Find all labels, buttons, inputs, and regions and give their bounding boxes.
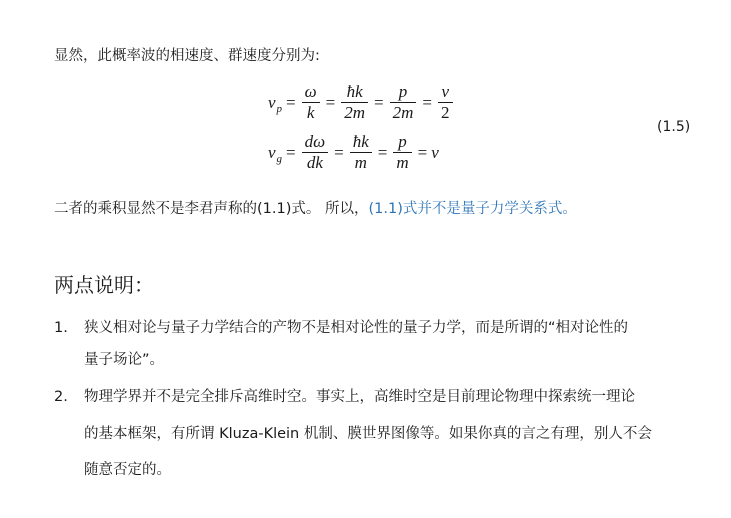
conclusion-text: 二者的乘积显然不是李君声称的(1.1)式。 所以， (54, 201, 369, 217)
eq2-equals-2: = (334, 142, 344, 162)
eq2-equals-3: = (377, 142, 388, 162)
eq1-equals-2: = (325, 92, 336, 112)
eq1-equals-1: = (286, 92, 296, 112)
group-velocity-equation (268, 132, 439, 173)
eq2-equals-4: = (417, 142, 428, 162)
eq2-frac-3: $\frac{p}{m}$ (393, 132, 411, 173)
equation-number: (1.5) (657, 119, 691, 135)
eq1-frac-1: $\frac{\omega}{k}$ (302, 82, 320, 123)
eq1-frac-4: $\frac{v}{2}$ (438, 82, 453, 123)
eq1-lhs: v (268, 92, 276, 112)
conclusion-link[interactable]: (1.1)式并不是量子力学关系式。 (368, 201, 577, 217)
eq2-frac-2: $\frac{ħk}{m}$ (350, 132, 372, 173)
list-item-2-line-1: 物理学界并不是完全排斥高维时空。事实上，高维时空是目前理论物理中探索统一理论 (84, 389, 635, 405)
eq2-lhs: v (268, 142, 276, 162)
list-number-1: 1. (54, 320, 68, 336)
eq1-equals-3: = (374, 92, 384, 112)
list-item-1-line-1: 狭义相对论与量子力学结合的产物不是相对论性的量子力学，而是所谓的“相对论性的 (84, 320, 629, 336)
list-item-2 (54, 385, 635, 406)
eq2-tail: v (431, 142, 439, 162)
phase-velocity-equation (268, 82, 455, 123)
list-item-1-line-2: 量子场论”。 (84, 352, 165, 368)
list-item-2-line-3: 随意否定的。 (84, 462, 171, 478)
intro-text: 显然，此概率波的相速度、群速度分别为: (54, 48, 320, 64)
eq1-lhs-sub: p (276, 102, 283, 115)
list-item-1 (54, 316, 628, 337)
eq1-frac-2: $\frac{ħk}{2m}$ (341, 82, 368, 123)
list-item-2-line-2: 的基本框架，有所谓 Kluza-Klein 机制、膜世界图像等。如果你真的言之有理，别人不会 (84, 426, 652, 442)
eq1-equals-4: = (422, 92, 432, 112)
list-number-2: 2. (54, 389, 68, 405)
conclusion-paragraph (54, 197, 577, 218)
section-heading: 两点说明： (54, 273, 154, 297)
eq2-frac-1: $\frac{d\omega}{dk}$ (302, 132, 329, 173)
eq1-frac-3: $\frac{p}{2m}$ (390, 82, 417, 123)
eq2-equals-1: = (286, 142, 296, 162)
eq2-lhs-sub: g (276, 152, 283, 165)
